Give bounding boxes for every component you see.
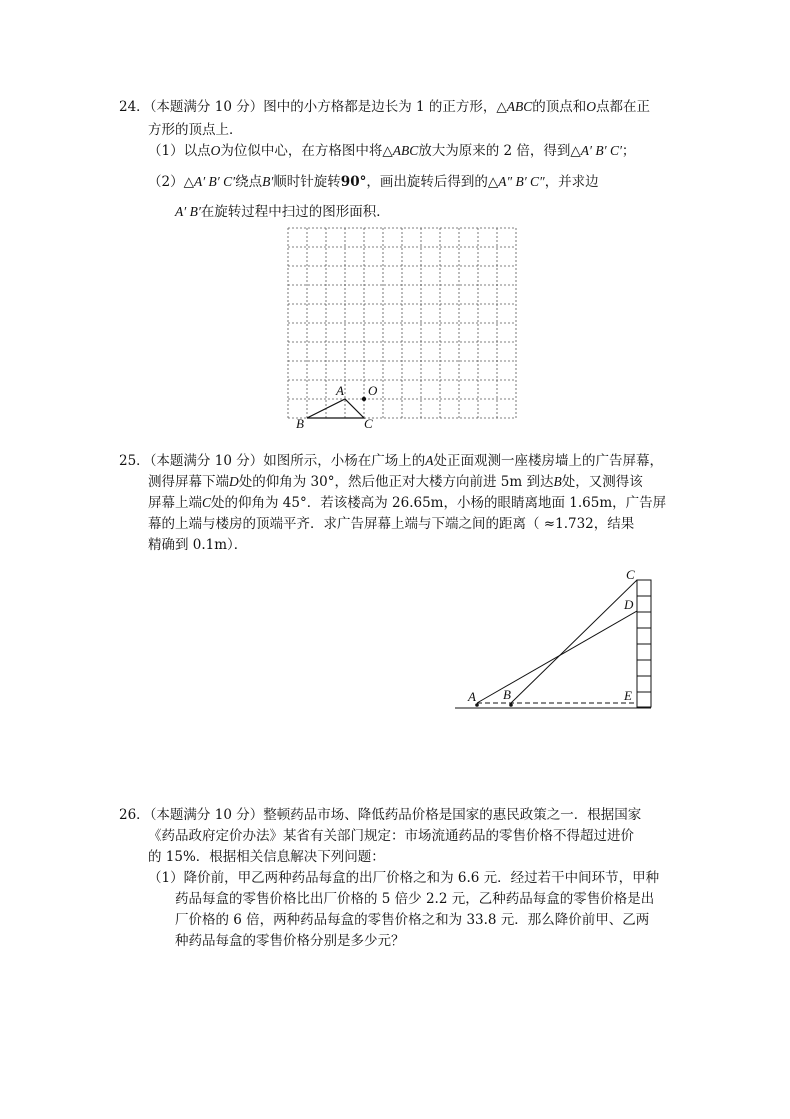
q24-label-b: B — [296, 416, 304, 431]
q25-number: 25． — [119, 453, 150, 469]
q25-label-e: E — [624, 688, 632, 703]
q25-label-a: A — [468, 689, 476, 704]
q25-sightline-ad — [477, 611, 637, 703]
q25-line3: 屏幕上端C处的仰角为 45°．若该楼高为 26.65m，小杨的眼睛离地面 1.65m，广告屏 — [148, 495, 667, 511]
q25-figure — [455, 567, 651, 708]
q24-label-a: A — [336, 383, 344, 398]
q24-part2-line2: A′ B′在旋转过程中扫过的图形面积． — [175, 204, 390, 220]
q24-number: 24． — [119, 99, 150, 115]
q26-line1: 26．（本题满分 10 分）整顿药品市场、降低药品价格是国家的惠民政策之一．根据国家 — [119, 807, 642, 823]
q24-score: （本题满分 10 分） — [149, 99, 264, 115]
q25-line1: 25．（本题满分 10 分）如图所示，小杨在广场上的A处正面观测一座楼房墙上的广告屏幕， — [119, 453, 663, 469]
q26-number: 26． — [119, 807, 150, 823]
q25-point-b — [509, 703, 513, 707]
q24-part1: （1）以点O为位似中心，在方格图中将△ABC放大为原来的 2 倍，得到△A′ B′ C′； — [148, 143, 636, 159]
q26-part1-line3: 厂价格的 6 倍，两种药品每盒的零售价格之和为 33.8 元．那么降价前甲、乙两 — [175, 912, 650, 928]
q25-score: （本题满分 10 分） — [149, 453, 264, 469]
q24-point-o — [362, 397, 366, 401]
q24-line2: 方形的顶点上． — [148, 122, 243, 138]
q26-line3: 的 15%．根据相关信息解决下列问题： — [148, 849, 385, 865]
q24-part2: （2）△A′ B′ C′绕点B′顺时针旋转90°，画出旋转后得到的△A″ B′ C″，并求边 — [148, 174, 599, 190]
q24-line1: 24．（本题满分 10 分）图中的小方格都是边长为 1 的正方形，△ABC的顶点和O点都在正 — [119, 99, 651, 115]
q25-label-b: B — [503, 687, 511, 702]
q26-line2: 《药品政府定价办法》某省有关部门规定：市场流通药品的零售价格不得超过进价 — [148, 828, 634, 844]
q25-line2: 测得屏幕下端D处的仰角为 30°，然后他正对大楼方向前进 5m 到达B处，又测得该 — [148, 474, 643, 490]
q26-score: （本题满分 10 分） — [149, 807, 264, 823]
q25-building-floors — [637, 596, 651, 692]
q24-label-o: O — [368, 383, 378, 398]
q26-part1-line2: 药品每盒的零售价格比出厂价格的 5 倍少 2.2 元，乙种药品每盒的零售价格是出 — [175, 891, 655, 907]
q25-line4: 幕的上端与楼房的顶端平齐．求广告屏幕上端与下端之间的距离（ ≈1.732，结果 — [148, 516, 635, 532]
q25-label-d: D — [624, 597, 634, 612]
q24-label-c: C — [364, 416, 373, 431]
q25-label-c: C — [626, 567, 635, 582]
q25-sightline-bc — [511, 580, 637, 703]
q26-part1-line1: （1）降价前，甲乙两种药品每盒的出厂价格之和为 6.6 元．经过若干中间环节，甲种 — [148, 870, 660, 886]
q24-grid — [288, 228, 516, 418]
q24-triangle-abc — [307, 399, 364, 418]
q26-part1-line4: 种药品每盒的零售价格分别是多少元？ — [175, 933, 405, 949]
q25-line5: 精确到 0.1m）． — [148, 537, 248, 553]
